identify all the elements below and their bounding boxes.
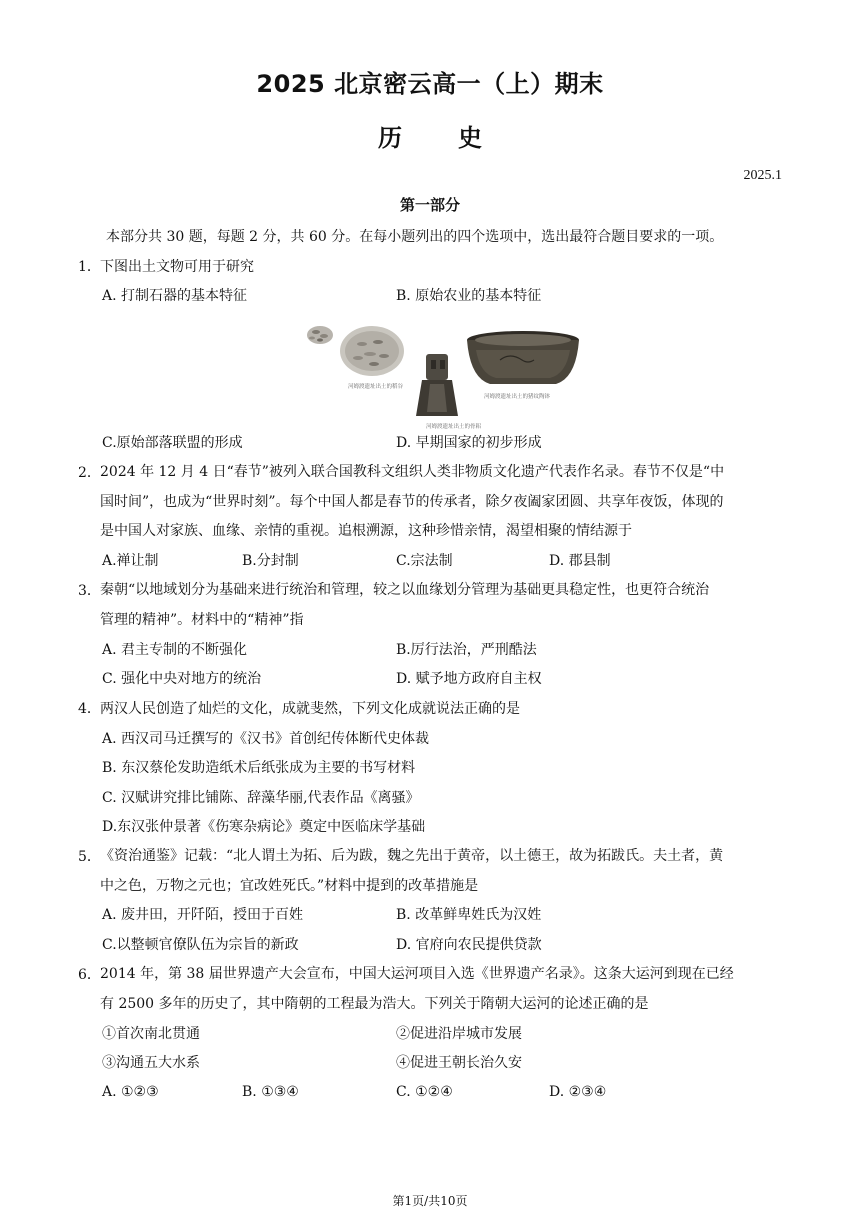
option-a: A. 打制石器的基本特征: [102, 288, 248, 304]
stem-line: 是中国人对家族、血缘、亲情的重视。追根溯源，这种珍惜亲情，渴望相聚的情结源于: [100, 523, 632, 539]
statement-2: ②促进沿岸城市发展: [396, 1026, 522, 1042]
question-stem: 两汉人民创造了灿烂的文化，成就斐然，下列文化成就说法正确的是: [100, 701, 520, 717]
question-stem: [100, 576, 784, 635]
question-stem: [100, 960, 784, 1019]
bone-spade-image: [416, 354, 458, 416]
question-number: 6．: [78, 967, 101, 983]
part-heading: 第一部分: [399, 196, 460, 214]
question-number: 3．: [78, 583, 101, 599]
exam-date: 2025.1: [743, 168, 782, 183]
page-number: 第1页/共10页: [392, 1194, 468, 1208]
option-c: C. 汉赋讲究排比铺陈、辞藻华丽,代表作品《离骚》: [102, 790, 420, 806]
question-stem: 下图出土文物可用于研究: [100, 259, 254, 275]
stem-line: 有 2500 多年的历史了，其中隋朝的工程最为浩大。下列关于隋朝大运河的论述正确的是: [100, 995, 649, 1012]
caption-rice: 河姆渡遗址出土的稻谷: [348, 384, 404, 390]
caption-bone-spade: 河姆渡遗址出土的骨耜: [426, 424, 482, 430]
option-d: D. 早期国家的初步形成: [396, 435, 542, 451]
option-b: B.分封制: [242, 553, 299, 569]
option-b: B.厉行法治，严刑酷法: [396, 642, 537, 658]
option-b: B. 原始农业的基本特征: [396, 288, 542, 304]
exam-title: 2025 北京密云高一（上）期末: [256, 70, 604, 98]
option-a: A. ①②③: [102, 1084, 159, 1100]
caption-pottery: 河姆渡遗址出土的猪纹陶钵: [484, 394, 551, 400]
rice-grain-image: [340, 326, 404, 376]
question-stem: [100, 458, 784, 547]
option-c: C. ①②④: [396, 1084, 453, 1100]
part-instructions: 本部分共 30 题，每题 2 分，共 60 分。在每小题列出的四个选项中，选出最符合题目要求的一项。: [106, 229, 724, 245]
option-c: C. 强化中央对地方的统治: [102, 671, 262, 687]
option-d: D. 郡县制: [549, 553, 611, 569]
stem-line: 国时间”，也成为“世界时刻”。每个中国人都是春节的传承者，除夕夜阖家团圆、共享年夜饭，体现的: [100, 493, 724, 510]
stem-line: 2014 年，第 38 届世界遗产大会宣布，中国大运河项目入选《世界遗产名录》。这条大运河到现在已经: [100, 966, 734, 982]
question-number: 1．: [78, 259, 101, 275]
option-d: D.东汉张仲景著《伤寒杂病论》奠定中医临床学基础: [102, 819, 426, 835]
pottery-bowl-image: [467, 331, 579, 384]
option-a: A.禅让制: [102, 553, 159, 569]
stem-line: 《资治通鉴》记载：“北人谓土为拓、后为跋，魏之先出于黄帝，以土德王，故为拓跋氏。夫土者，黄: [100, 848, 724, 864]
subject-title: 历史: [378, 124, 538, 152]
option-a: A. 西汉司马迁撰写的《汉书》首创纪传体断代史体裁: [102, 731, 430, 747]
question-number: 4．: [78, 701, 101, 717]
statement-3: ③沟通五大水系: [102, 1055, 200, 1071]
artifact-figure: [300, 318, 585, 433]
option-c: C.原始部落联盟的形成: [102, 435, 243, 451]
stem-line: 秦朝“以地域划分为基础来进行统治和管理，较之以血缘划分管理为基础更具稳定性，也更符合统治: [100, 582, 710, 598]
option-a: A. 君主专制的不断强化: [102, 642, 248, 658]
option-c: C.以整顿官僚队伍为宗旨的新政: [102, 937, 299, 953]
option-a: A. 废井田，开阡陌，授田于百姓: [102, 907, 304, 923]
option-c: C.宗法制: [396, 553, 453, 569]
question-stem: [100, 842, 784, 901]
option-b: B. 东汉蔡伦发助造纸术后纸张成为主要的书写材料: [102, 760, 416, 776]
statement-1: ①首次南北贯通: [102, 1026, 200, 1042]
question-number: 2．: [78, 465, 101, 481]
grain-small-image: [307, 326, 333, 344]
stem-line: 管理的精神”。材料中的“精神”指: [100, 611, 304, 628]
option-d: D. 赋予地方政府自主权: [396, 671, 542, 687]
statement-4: ④促进王朝长治久安: [396, 1055, 522, 1071]
stem-line: 中之色，万物之元也；宜改姓死氏。”材料中提到的改革措施是: [100, 877, 479, 894]
question-number: 5．: [78, 849, 101, 865]
option-b: B. ①③④: [242, 1084, 299, 1100]
option-d: D. 官府向农民提供贷款: [396, 937, 542, 953]
stem-line: 2024 年 12 月 4 日“春节”被列入联合国教科文组织人类非物质文化遗产代表作名录。春节不仅是“中: [100, 464, 725, 480]
option-b: B. 改革鲜卑姓氏为汉姓: [396, 907, 542, 923]
option-d: D. ②③④: [549, 1084, 607, 1100]
